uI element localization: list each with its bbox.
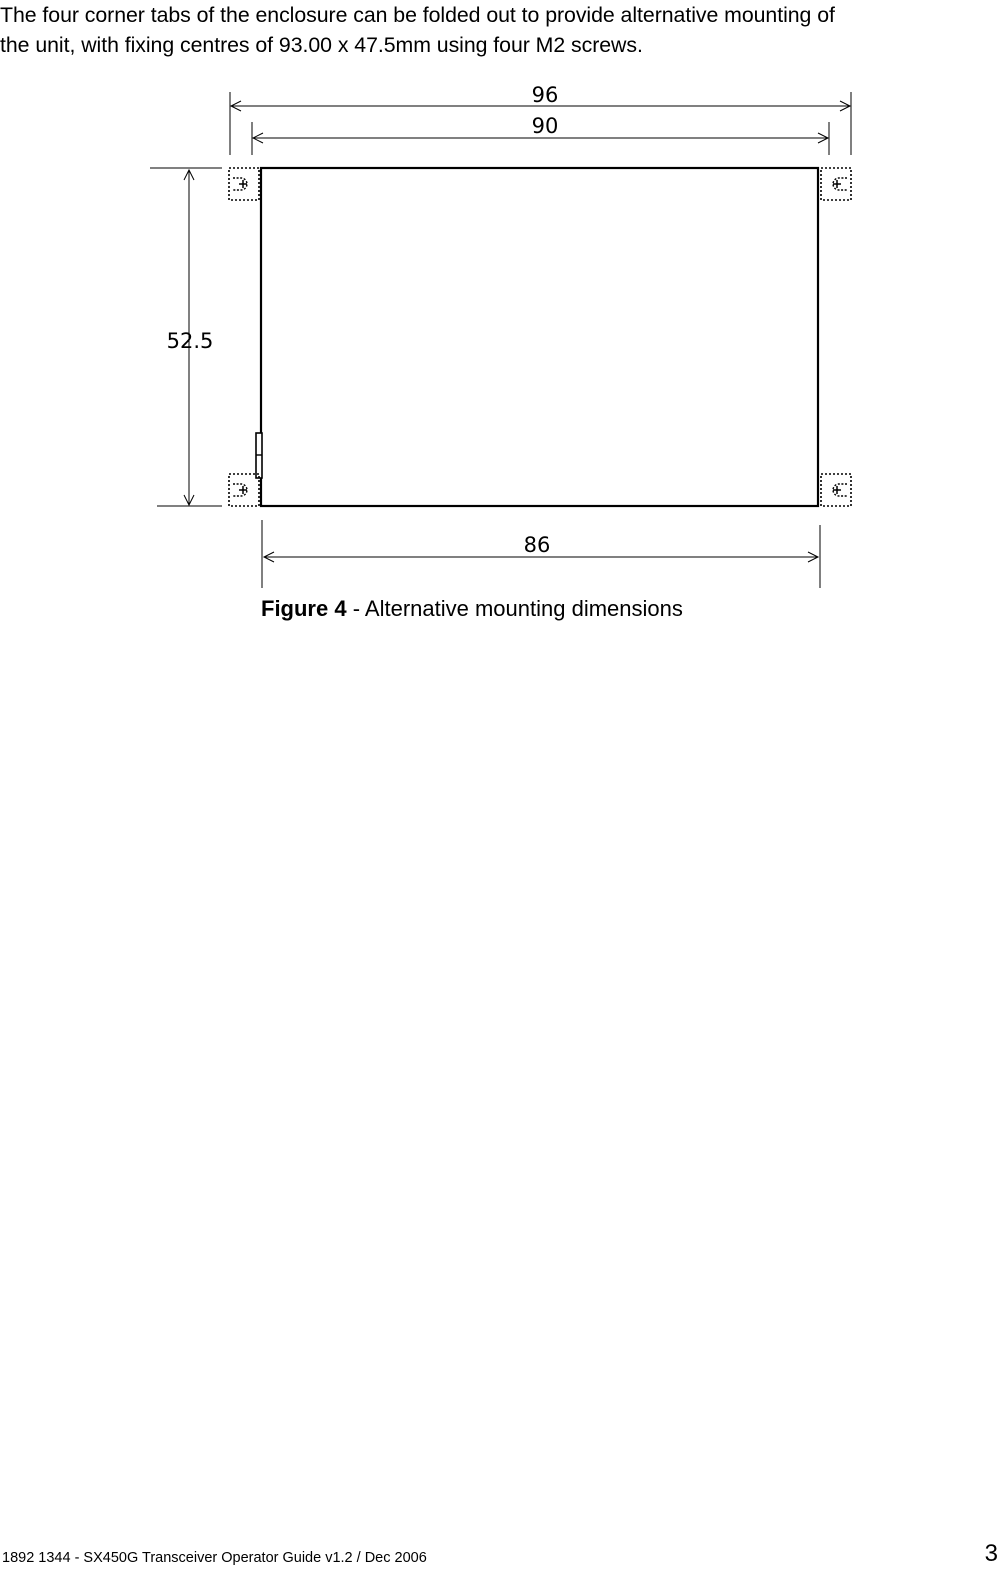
intro-line-1: The four corner tabs of the enclosure can be folded out to provide alternative mounting of [0,3,835,27]
figure-caption [261,595,683,623]
mounting-dimensions-figure [0,0,1003,600]
intro-line-2: the unit, with fixing centres of 93.00 x 47.5mm using four M2 screws. [0,33,643,57]
tab-width-label: 90 [531,114,559,138]
footer-document-info: 1892 1344 - SX450G Transceiver Operator Guide v1.2 / Dec 2006 [2,1550,427,1566]
body-width-label: 86 [523,533,551,557]
mounting-tab-bottom-left [229,474,259,506]
height-label: 52.5 [166,329,214,353]
overall-width-label: 96 [531,83,559,107]
mounting-tab-top-right [821,168,851,200]
figure-number: Figure 4 [261,596,347,621]
figure-caption-text: - Alternative mounting dimensions [346,596,683,621]
mounting-tab-bottom-right [821,474,851,506]
enclosure-outline [261,168,818,506]
mounting-tab-top-left [229,168,259,200]
page-number: 3 [984,1540,998,1567]
side-connector [256,433,262,478]
